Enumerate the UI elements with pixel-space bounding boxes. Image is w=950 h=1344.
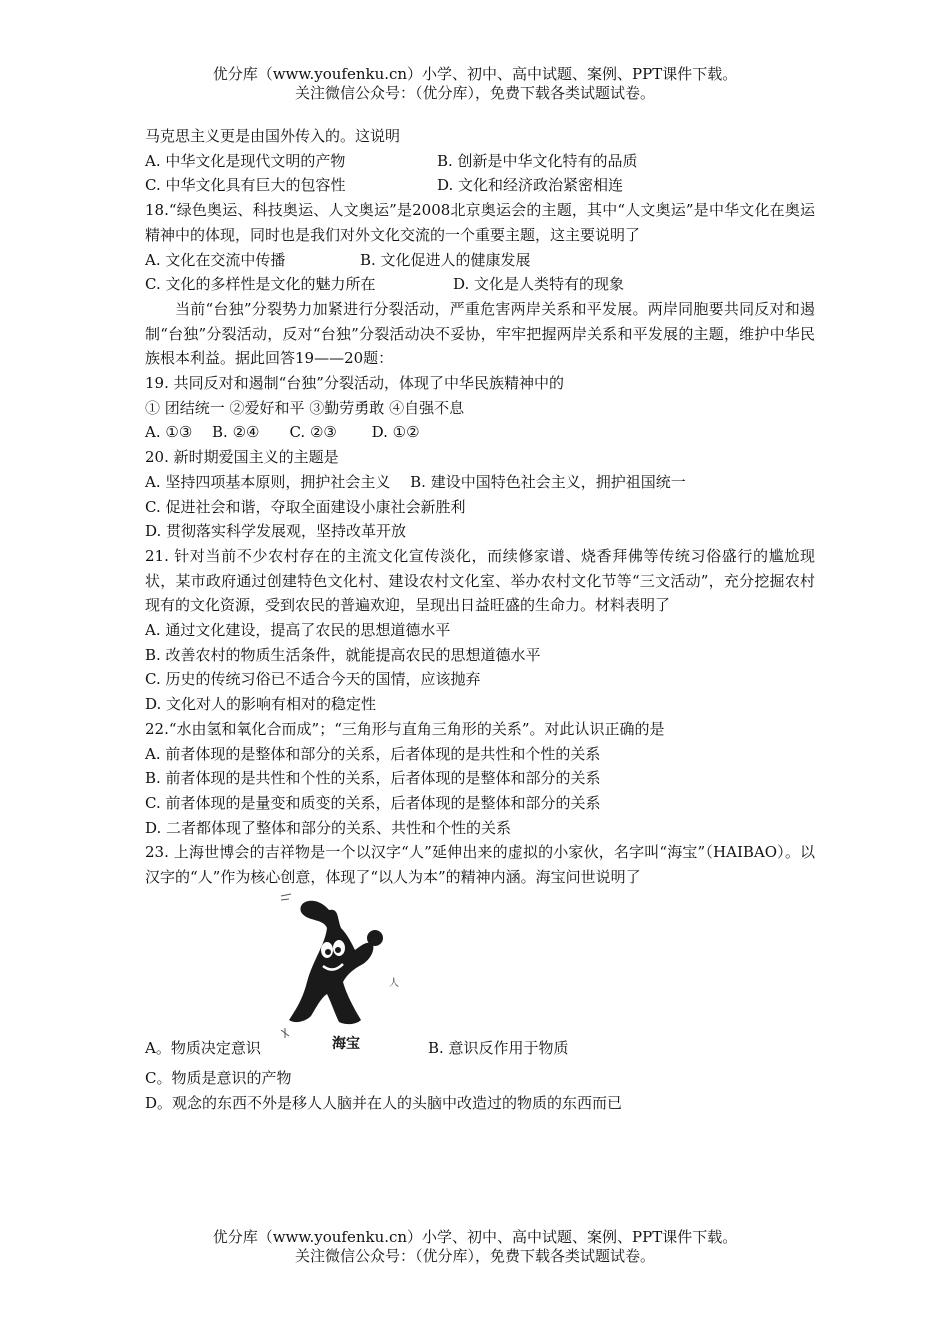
header-line-2: 关注微信公众号：（优分库），免费下载各类试题试卷。 bbox=[294, 84, 655, 102]
q21-stem: 21. 针对当前不少农村存在的主流文化宣传淡化，而续修家谱、烧香拜佛等传统习俗盛行的尴尬现状，某市政府通过创建特色文化村、建设农村文化室、举办农村文化节等“三文活动”，充分挖掘农村现有的文化资源，受到农民的普遍欢迎，呈现出日益旺盛的生命力。材料表明了 bbox=[145, 546, 815, 615]
q18-options-row-1 bbox=[145, 248, 815, 273]
q19-stem: 19. 共同反对和遏制“台独”分裂活动，体现了中华民族精神中的 bbox=[145, 374, 564, 393]
q21-option-c: C. 历史的传统习俗已不适合今天的国情，应该抛弃 bbox=[145, 670, 481, 689]
q23-option-c: C。物质是意识的产物 bbox=[145, 1068, 292, 1087]
haibao-caption: 海宝 bbox=[332, 1035, 360, 1052]
header-line-1: 优分库（www.youfenku.cn）小学、初中、高中试题、案例、PPT课件下载。 bbox=[212, 65, 738, 83]
q23-option-a: A。物质决定意识 bbox=[145, 1038, 261, 1057]
q23-stem: 23. 上海世博会的吉祥物是一个以汉字“人”延伸出来的虚拟的小家伙，名字叫“海宝”（HAIBAO）。以汉字的“人”作为核心创意，体现了“以人为本”的精神内涵。海宝问世说明了 bbox=[145, 843, 815, 887]
haibao-figure bbox=[145, 890, 815, 1058]
q18-option-d: D. 文化是人类特有的现象 bbox=[453, 275, 625, 294]
footer-line-2: 关注微信公众号：（优分库），免费下载各类试题试卷。 bbox=[294, 1247, 655, 1265]
q18-option-b: B. 文化促进人的健康发展 bbox=[360, 250, 531, 269]
q22-stem: 22.“水由氢和氧化合而成”；“三角形与直角三角形的关系”。对此认识正确的是 bbox=[145, 719, 665, 738]
q18-option-c: C. 文化的多样性是文化的魅力所在 bbox=[145, 275, 376, 294]
q20-options-ab: A. 坚持四项基本原则，拥护社会主义 B. 建设中国特色社会主义，拥护祖国统一 bbox=[145, 472, 686, 491]
q17-options-row-1 bbox=[145, 149, 815, 174]
q17-option-a: A. 中华文化是现代文明的产物 bbox=[145, 151, 346, 170]
exam-content bbox=[145, 124, 815, 1115]
q17-option-b: B. 创新是中华文化特有的品质 bbox=[437, 151, 638, 170]
q17-option-c: C. 中华文化具有巨大的包容性 bbox=[145, 176, 346, 195]
q21-option-a: A. 通过文化建设，提高了农民的思想道德水平 bbox=[145, 621, 451, 640]
q22-option-d: D. 二者都体现了整体和部分的关系、共性和个性的关系 bbox=[145, 818, 512, 837]
q21-option-d: D. 文化对人的影响有相对的稳定性 bbox=[145, 695, 377, 714]
q18-options-row-2 bbox=[145, 272, 815, 297]
q17-option-d: D. 文化和经济政治紧密相连 bbox=[437, 176, 624, 195]
q20-option-c: C. 促进社会和谐，夺取全面建设小康社会新胜利 bbox=[145, 497, 466, 516]
q22-option-b: B. 前者体现的是共性和个性的关系，后者体现的是整体和部分的关系 bbox=[145, 769, 601, 788]
q17-options-row-2 bbox=[145, 173, 815, 198]
svg-text:人: 人 bbox=[389, 977, 399, 989]
q17-stem-tail: 马克思主义更是由国外传入的。这说明 bbox=[145, 127, 401, 145]
footer-line-1: 优分库（www.youfenku.cn）小学、初中、高中试题、案例、PPT课件下载。 bbox=[212, 1228, 738, 1246]
page-header bbox=[0, 65, 950, 103]
page-footer bbox=[0, 1228, 950, 1266]
q23-option-d: D。观念的东西不外是移人人脑并在人的头脑中改造过的物质的东西而已 bbox=[145, 1093, 623, 1112]
q23-option-b: B. 意识反作用于物质 bbox=[428, 1038, 569, 1057]
q19-options: A. ①③ B. ②④ C. ②③ D. ①② bbox=[145, 423, 420, 442]
q18-stem: 18.“绿色奥运、科技奥运、人文奥运”是2008北京奥运会的主题，其中“人文奥运”是中华文化在奥运精神中的体现，同时也是我们对外文化交流的一个重要主题，这主要说明了 bbox=[145, 201, 815, 244]
q23-options-row-1 bbox=[145, 1036, 815, 1062]
passage-19-20: 当前“台独”分裂势力加紧进行分裂活动，严重危害两岸关系和平发展。两岸同胞要共同反对和遏制“台独”分裂活动，反对“台独”分裂活动决不妥协，牢牢把握两岸关系和平发展的主题，维护中华民族根本利益。据此回答19——20题： bbox=[145, 299, 815, 368]
q20-stem: 20. 新时期爱国主义的主题是 bbox=[145, 448, 339, 467]
q22-option-a: A. 前者体现的是整体和部分的关系，后者体现的是共性和个性的关系 bbox=[145, 744, 601, 763]
q19-items: ① 团结统一 ②爱好和平 ③勤劳勇敢 ④自强不息 bbox=[145, 398, 465, 417]
q21-option-b: B. 改善农村的物质生活条件，就能提高农民的思想道德水平 bbox=[145, 645, 541, 664]
q22-option-c: C. 前者体现的是量变和质变的关系，后者体现的是整体和部分的关系 bbox=[145, 793, 601, 812]
q18-option-a: A. 文化在交流中传播 bbox=[145, 250, 286, 269]
q20-option-d: D. 贯彻落实科学发展观，坚持改革开放 bbox=[145, 522, 407, 541]
haibao-mascot-image bbox=[277, 890, 407, 1040]
